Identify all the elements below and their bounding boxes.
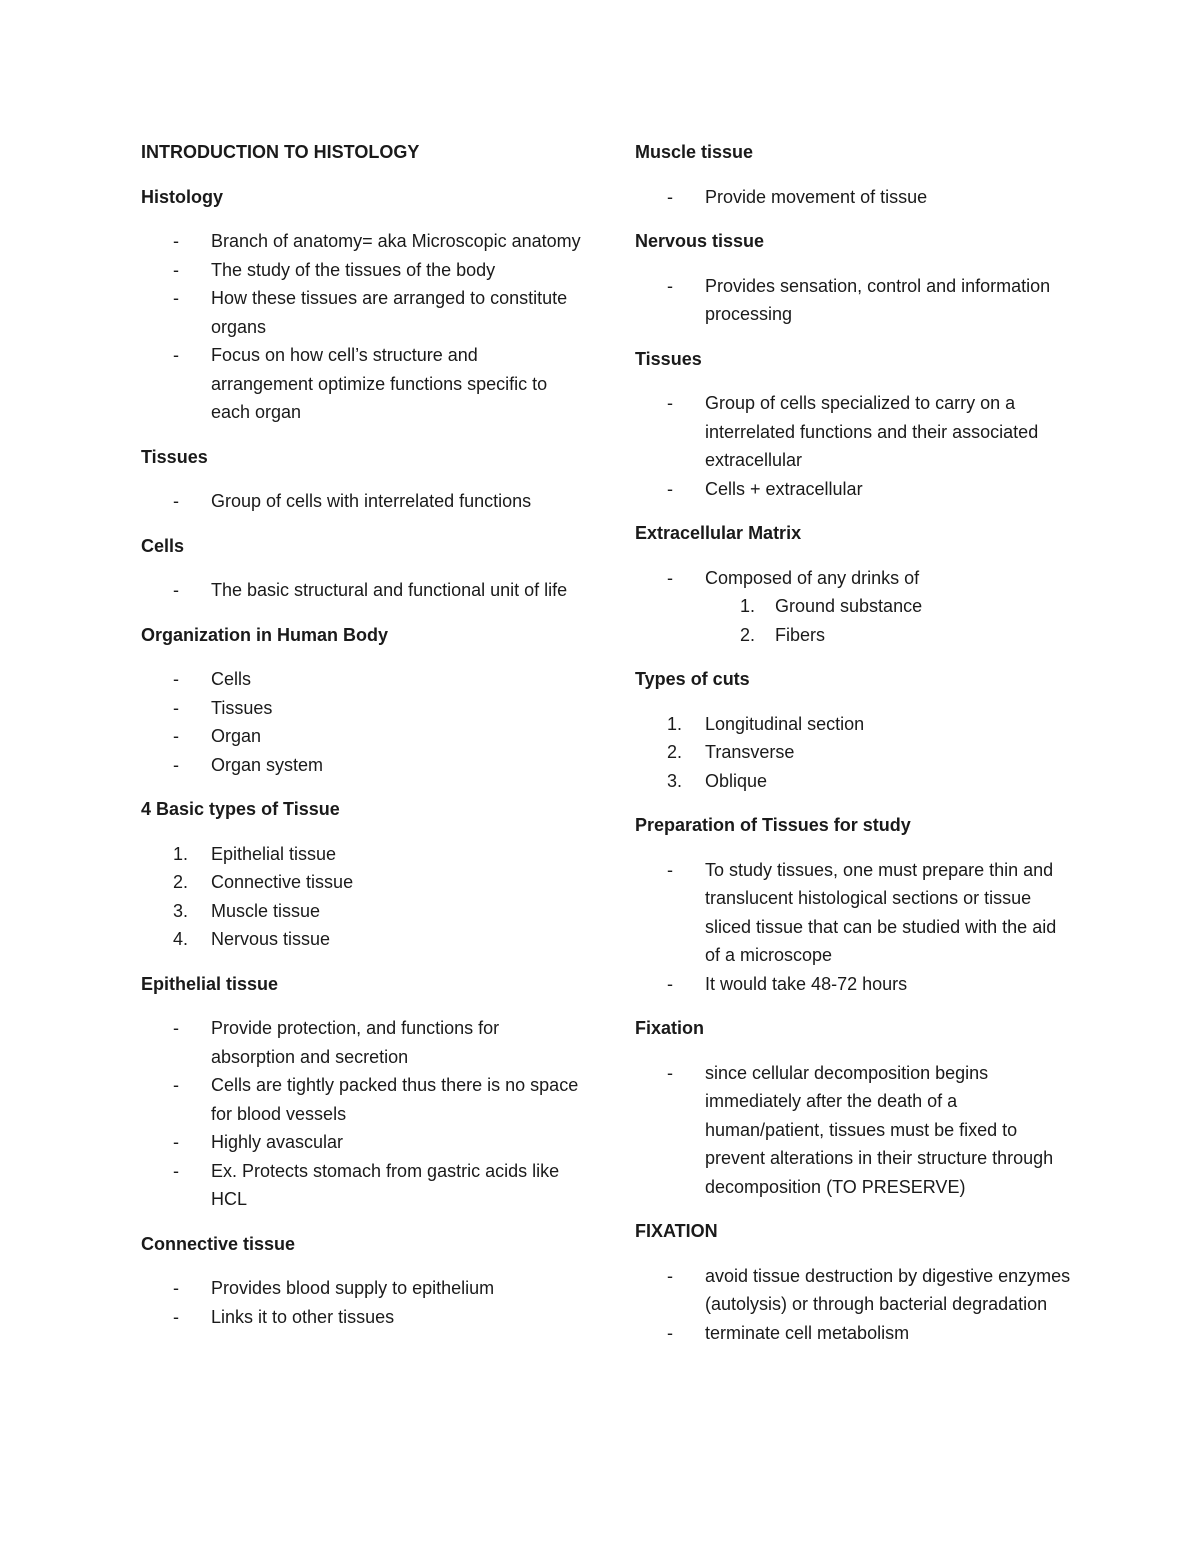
- dash-bullet: -: [173, 1018, 179, 1038]
- list-item: [141, 1128, 581, 1157]
- section-heading: Types of cuts: [635, 669, 750, 689]
- list-number: 3.: [667, 770, 683, 791]
- dash-bullet: -: [667, 1322, 673, 1343]
- list-number: 1.: [740, 596, 756, 616]
- dash-bullet: -: [173, 726, 179, 746]
- section-heading: Cells: [141, 535, 185, 556]
- section-heading: Muscle tissue: [635, 142, 754, 162]
- list-item-text: Branch of anatomy= aka Microscopic anatomy: [211, 231, 581, 251]
- list-item-text: Transverse: [705, 742, 795, 762]
- list-item: [141, 722, 581, 751]
- list-item: [141, 1303, 581, 1332]
- list-number: 3.: [173, 900, 189, 921]
- section-epithelial-tissue: [141, 970, 581, 1214]
- list-number: 2.: [173, 872, 189, 892]
- dash-list: [141, 1274, 581, 1331]
- list-item-text: To study tissues, one must prepare thin and translucent histological sections or tissue sliced tissue that can be studied with the aid of a microscope: [705, 859, 1057, 965]
- dash-list: [635, 564, 1075, 650]
- dash-bullet: -: [667, 186, 673, 207]
- list-number: 1.: [173, 843, 189, 864]
- dash-bullet: -: [173, 754, 179, 775]
- section-muscle-tissue: [635, 138, 1075, 211]
- section-heading: Preparation of Tissues for study: [635, 815, 911, 835]
- section-heading: Organization in Human Body: [141, 624, 389, 645]
- section-4-basic-types-of-tissue: [141, 795, 581, 954]
- list-item: [141, 897, 581, 926]
- right-column: [635, 138, 1075, 1363]
- dash-bullet: -: [173, 231, 179, 251]
- section-fixation: [635, 1217, 1075, 1347]
- section-connective-tissue: [141, 1230, 581, 1332]
- list-item-text: Composed of any drinks of: [705, 567, 920, 588]
- list-number: 1.: [667, 713, 683, 734]
- list-number: 2.: [740, 624, 756, 645]
- section-nervous-tissue: [635, 227, 1075, 329]
- list-item-text: Fibers: [775, 624, 826, 645]
- list-item: [141, 1157, 581, 1214]
- dash-bullet: -: [173, 1278, 179, 1298]
- list-item: [635, 970, 1075, 999]
- list-item: [635, 272, 1075, 329]
- nested-numbered-list: [635, 592, 1075, 649]
- dash-list: [141, 665, 581, 779]
- list-item-text: Group of cells with interrelated functions: [211, 491, 532, 511]
- list-item: [141, 284, 581, 341]
- dash-bullet: -: [173, 288, 179, 308]
- list-item: [141, 868, 581, 897]
- list-item-text: Links it to other tissues: [211, 1306, 395, 1327]
- list-item-text: Organ system: [211, 754, 324, 775]
- list-item-text: Provide movement of tissue: [705, 186, 928, 207]
- section-heading: Extracellular Matrix: [635, 523, 802, 543]
- list-item-text: terminate cell metabolism: [705, 1322, 910, 1343]
- list-item-text: Provide protection, and functions for absorption and secretion: [211, 1018, 500, 1067]
- list-item-text: Oblique: [705, 770, 768, 791]
- list-item-text: Longitudinal section: [705, 713, 865, 734]
- list-item: [141, 576, 581, 605]
- section-histology: [141, 183, 581, 427]
- list-item: [141, 256, 581, 285]
- section-extracellular-matrix: [635, 519, 1075, 649]
- dash-list: [635, 1059, 1075, 1202]
- list-item: [141, 840, 581, 869]
- list-item: [635, 621, 1075, 650]
- list-item-text: Epithelial tissue: [211, 843, 337, 864]
- dash-list: [635, 272, 1075, 329]
- list-item-text: Ground substance: [775, 596, 923, 616]
- section-organization-in-human-body: [141, 621, 581, 780]
- list-item: [635, 1262, 1075, 1319]
- list-item-text: Highly avascular: [211, 1132, 344, 1152]
- section-heading: FIXATION: [635, 1221, 718, 1241]
- list-item: [635, 1319, 1075, 1348]
- section-cells: [141, 532, 581, 605]
- list-item-text: It would take 48-72 hours: [705, 973, 908, 994]
- list-item: [141, 1071, 581, 1128]
- section-heading: Tissues: [141, 446, 208, 467]
- list-item-text: Muscle tissue: [211, 900, 321, 921]
- section-heading: Tissues: [635, 348, 702, 369]
- list-item: [141, 694, 581, 723]
- list-item-text: Provides blood supply to epithelium: [211, 1278, 495, 1298]
- list-item: [141, 487, 581, 516]
- dash-bullet: -: [667, 478, 673, 499]
- list-number: 4.: [173, 929, 189, 949]
- dash-bullet: -: [173, 345, 179, 365]
- list-item: [141, 341, 581, 427]
- section-heading: Fixation: [635, 1018, 705, 1038]
- dash-bullet: -: [173, 669, 179, 689]
- section-heading: 4 Basic types of Tissue: [141, 799, 340, 819]
- list-item: [635, 1059, 1075, 1202]
- list-item: [141, 751, 581, 780]
- dash-bullet: -: [173, 491, 179, 511]
- list-item-text: Cells: [211, 669, 252, 689]
- section-heading: Histology: [141, 186, 224, 207]
- list-item-text: Cells + extracellular: [705, 478, 863, 499]
- list-item: [635, 738, 1075, 767]
- dash-list: [635, 389, 1075, 503]
- list-item: [141, 925, 581, 954]
- list-item-text: Ex. Protects stomach from gastric acids like HCL: [211, 1160, 560, 1209]
- list-item-text: The basic structural and functional unit of life: [211, 580, 568, 600]
- list-item-text: Cells are tightly packed thus there is no space for blood vessels: [211, 1075, 579, 1124]
- section-tissues: [635, 345, 1075, 504]
- dash-list: [635, 856, 1075, 999]
- list-item-text: Provides sensation, control and information processing: [705, 275, 1051, 324]
- section-introduction-to-histology: [141, 138, 581, 167]
- list-item: [635, 592, 1075, 621]
- dash-bullet: -: [667, 275, 673, 296]
- list-item: [141, 227, 581, 256]
- list-item: [635, 564, 1075, 593]
- dash-bullet: -: [667, 1062, 673, 1083]
- dash-list: [141, 576, 581, 605]
- list-item-text: Connective tissue: [211, 872, 354, 892]
- list-item-text: Tissues: [211, 697, 273, 718]
- list-item: [635, 767, 1075, 796]
- list-item-text: since cellular decomposition begins immediately after the death of a human/patient, tissues must be fixed to prevent alterations in their structure through decomposition (TO PRESERVE): [705, 1062, 1054, 1197]
- numbered-list: [635, 710, 1075, 796]
- left-column: [141, 138, 581, 1347]
- dash-list: [141, 487, 581, 516]
- list-item: [635, 475, 1075, 504]
- section-fixation: [635, 1014, 1075, 1201]
- dash-bullet: -: [173, 1306, 179, 1327]
- section-heading: Connective tissue: [141, 1233, 296, 1254]
- section-preparation-of-tissues-for-study: [635, 811, 1075, 998]
- list-item: [635, 710, 1075, 739]
- list-item: [141, 1014, 581, 1071]
- list-item-text: Group of cells specialized to carry on a interrelated functions and their associated extracellular: [705, 393, 1039, 470]
- section-types-of-cuts: [635, 665, 1075, 795]
- dash-bullet: -: [667, 1265, 673, 1286]
- dash-bullet: -: [173, 259, 179, 280]
- dash-bullet: -: [173, 1075, 179, 1095]
- numbered-list: [141, 840, 581, 954]
- section-heading: Nervous tissue: [635, 231, 765, 251]
- dash-bullet: -: [667, 567, 673, 588]
- dash-list: [141, 227, 581, 427]
- section-heading: Epithelial tissue: [141, 973, 279, 994]
- list-item: [635, 856, 1075, 970]
- list-item-text: Nervous tissue: [211, 929, 331, 949]
- list-item-text: Organ: [211, 726, 262, 746]
- list-number: 2.: [667, 742, 683, 762]
- dash-list: [635, 183, 1075, 212]
- document-title: INTRODUCTION TO HISTOLOGY: [141, 142, 420, 162]
- list-item-text: Focus on how cell’s structure and arrangement optimize functions specific to each organ: [211, 345, 548, 422]
- list-item-text: avoid tissue destruction by digestive enzymes (autolysis) or through bacterial degradation: [705, 1265, 1071, 1314]
- list-item: [141, 665, 581, 694]
- dash-list: [635, 1262, 1075, 1348]
- list-item: [635, 183, 1075, 212]
- section-tissues: [141, 443, 581, 516]
- dash-bullet: -: [667, 859, 673, 880]
- dash-bullet: -: [667, 973, 673, 994]
- dash-bullet: -: [667, 393, 673, 413]
- dash-bullet: -: [173, 1160, 179, 1181]
- dash-bullet: -: [173, 1132, 179, 1152]
- dash-bullet: -: [173, 697, 179, 718]
- dash-bullet: -: [173, 580, 179, 600]
- list-item: [141, 1274, 581, 1303]
- list-item-text: The study of the tissues of the body: [211, 259, 496, 280]
- list-item: [635, 389, 1075, 475]
- dash-list: [141, 1014, 581, 1214]
- list-item-text: How these tissues are arranged to constitute organs: [211, 288, 568, 337]
